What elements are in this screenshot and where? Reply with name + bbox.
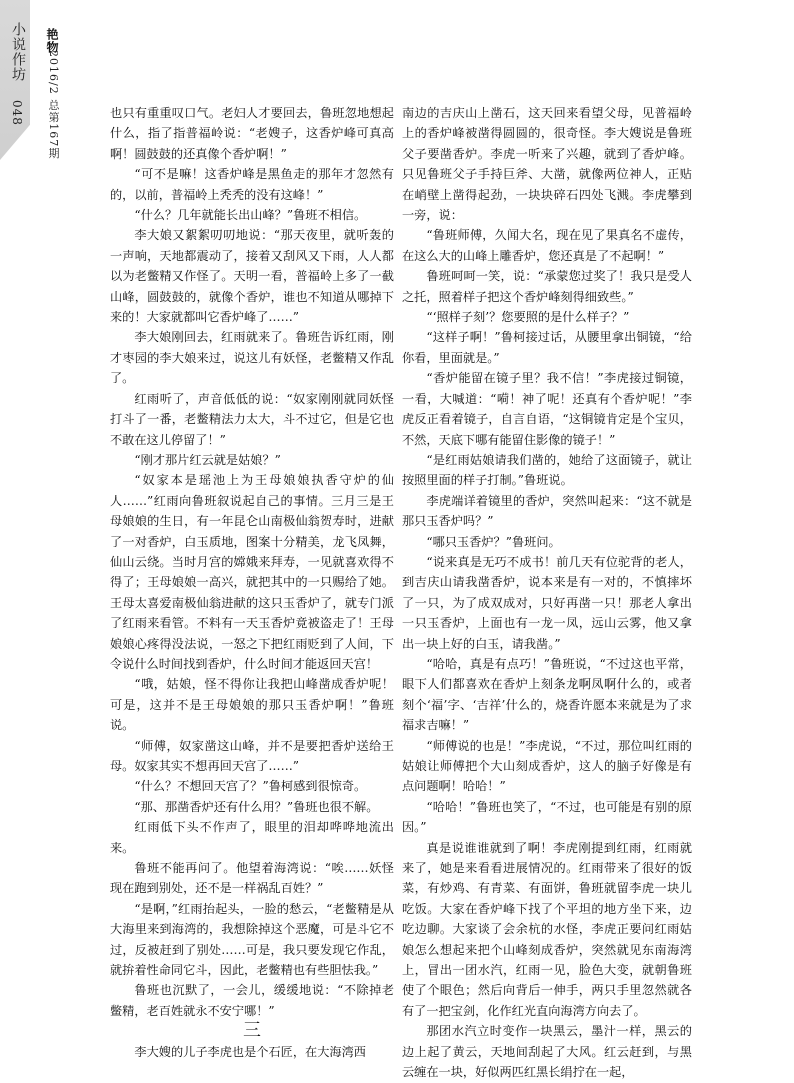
paragraph: “师傅说的也是！”李虎说，“不过，那位叫红雨的姑娘让师傅把个大山刻成香炉，这人的脑子好像是有点问题啊！哈哈！” — [402, 738, 692, 794]
paragraph: “是红雨姑娘请我们凿的，她给了这面镜子，就让按照里面的样子打制。”鲁班说。 — [402, 452, 692, 488]
right-paragraphs — [402, 103, 692, 1083]
paragraph: “‘照样子刻’？您要照的是什么样子？” — [426, 310, 630, 325]
left-paragraphs-after — [110, 1042, 394, 1062]
paragraph: “可不是嘛！这香炉峰是黑鱼走的那年才忽然有的，以前，普福岭上秃秃的没有这峰！” — [110, 167, 394, 202]
paragraph: 南边的吉庆山上凿石，这天回来看望父母，见普福岭上的香炉峰被凿得圆圆的，很奇怪。李大嫂说是鲁班父子要凿香炉。李虎一听来了兴趣，就到了香炉峰。只见鲁班父子手持巨斧、大凿，就像两位神人，正贴在峭壁上凿得起劲，一块块碎石四处飞溅。李虎攀到一旁，说： — [402, 106, 692, 223]
magazine-issue: 2016/2 总第167期 — [47, 50, 60, 160]
paragraph: “香炉能留在镜子里？我不信！”李虎接过铜镜，一看，大喊道：“嗬！神了呢！还真有个香炉呢！”李虎反正看着镜子，自言自语，“这铜镜肯定是个宝贝，不然，天底下哪有能留住影像的镜子！” — [402, 371, 692, 447]
paragraph: 也只有重重叹口气。老妇人才要回去，鲁班忽地想起什么，指了指普福岭说：“老嫂子，这香炉峰可真高啊！圆鼓鼓的还真像个香炉啊！” — [110, 106, 394, 161]
paragraph: 鲁班也沉默了，一会儿，缓缓地说：“不除掉老鳖精，老百姓就永不安宁哪！” — [110, 983, 394, 1018]
paragraph: 那团水汽立时变作一块黑云，墨汁一样，黑云的边上起了黄云，天地间刮起了大风。红云赶到，与黑云缠在一块，好似两匹红黑长绢拧在一起， — [402, 1024, 692, 1080]
paragraph: “哈哈！”鲁班也笑了，“不过，也可能是有别的原因。” — [402, 799, 692, 835]
paragraph: 鲁班不能再问了。他望着海湾说：“唉……妖怪现在跑到别处，还不是一样祸乱百姓？” — [110, 861, 394, 896]
magazine-title: 艳物 — [45, 28, 59, 54]
paragraph: 李虎端详着镜里的香炉，突然叫起来：“这不就是那只玉香炉吗？” — [402, 493, 692, 529]
paragraph: 李大娘又絮絮叨叨地说：“那天夜里，就听轰的一声响，天地都震动了，接着又刮风又下雨，人人都以为老鳖精又作怪了。天明一看，普福岭上多了一截山峰，圆鼓鼓的，就像个香炉，谁也不知道从哪掉下来的！大家就都叫它香炉峰了……” — [110, 228, 394, 325]
paragraph: “奴家本是瑶池上为王母娘娘执香守炉的仙人……”红雨向鲁班叙说起自己的事情。三月三是王母娘娘的生日，有一年昆仑山南极仙翁贺寿时，进献了一对香炉，白玉质地，图案十分精美，龙飞凤舞，仙山云绕。当时月宫的嫦娥来拜寿，一见就喜欢得不得了；王母娘娘一高兴，就把其中的一只赐给了她。王母太喜爱南极仙翁进献的这只玉香炉了，就专门派了红雨来看管。不料有一天玉香炉竟被盗走了！王母娘娘心疼得没法说，一怒之下把红雨贬到了人间，下令说什么时间找到香炉，什么时间才能返回天宫！ — [110, 473, 394, 671]
paragraph: “师傅，奴家凿这山峰，并不是要把香炉送给王母。奴家其实不想再回天宫了……” — [110, 738, 394, 773]
paragraph: 真是说谁谁就到了啊！李虎刚提到红雨，红雨就来了，她是来看看进展情况的。红雨带来了很好的饭菜，有炒鸡、有青菜、有面饼，鲁班就留李虎一块儿吃饭。大家在香炉峰下找了个平坦的地方坐下来，边吃边聊。大家谈了会余杭的水怪，李虎正要问红雨姑娘怎么想起来把个山峰刻成香炉，突然就见东南海湾上，冒出一团水汽，红雨一见，脸色大变，就朝鲁班使了个眼色；然后向背后一伸手，两只手里忽然就各有了一把宝剑，化作红光直向海湾方向去了。 — [402, 840, 692, 1018]
paragraph: 李大嫂的儿子李虎也是个石匠，在大海湾西 — [134, 1044, 366, 1059]
paragraph: “哈哈，真是有点巧！”鲁班说，“不过这也平常，眼下人们都喜欢在香炉上刻条龙啊凤啊什么的，或者刻个‘福’字、‘吉祥’什么的，烧香许愿本来就是为了求福求吉嘛！” — [402, 656, 692, 733]
paragraph: “是啊，”红雨抬起头，一脸的愁云，“老鳖精是从大海里来到海湾的，我想除掉这个恶魔，可是斗它不过，反被赶到了别处……可是，我只要发现它作乱，就拚着性命同它斗，因此，老鳖精也有些胆怯我。” — [110, 901, 394, 978]
paragraph: 红雨低下头不作声了，眼里的泪却哗哗地流出来。 — [110, 820, 394, 855]
paragraph: “哦，姑娘，怪不得你让我把山峰凿成香炉呢！可是，这并不是王母娘娘的那只玉香炉啊！”鲁班说。 — [110, 677, 394, 733]
paragraph: “刚才那片红云就是姑娘？” — [134, 452, 281, 467]
paragraph: “什么？不想回天宫了？”鲁柯感到很惊奇。 — [134, 779, 367, 794]
section-name: 小说作坊 — [10, 22, 26, 82]
paragraph: “这样子啊！”鲁柯接过话，从腰里拿出铜镜，“给你看，里面就是。” — [402, 330, 692, 365]
right-text-column — [402, 103, 692, 1083]
paragraph: “说来真是无巧不成书！前几天有位驼背的老人，到吉庆山请我凿香炉，说本来是有一对的，不慎摔坏了一只，为了成双成对，只好再凿一只！那老人拿出一只玉香炉，上面也有一龙一凤，远山云雾，他又拿出一块上好的白玉，请我凿。” — [402, 554, 692, 651]
section-number: 三 — [243, 1020, 261, 1042]
left-margin-band — [0, 0, 86, 1078]
paragraph: “哪只玉香炉？”鲁班问。 — [426, 534, 561, 549]
left-paragraphs — [110, 103, 394, 1021]
paragraph: 鲁班呵呵一笑，说：“承蒙您过奖了！我只是受人之托，照着样子把这个香炉峰刻得细致些。” — [402, 269, 692, 304]
paragraph: “那、那凿香炉还有什么用？”鲁班也很不解。 — [134, 799, 379, 814]
paragraph: 红雨听了，声音低低的说：“奴家刚刚就同妖怪打斗了一番，老鳖精法力太大，斗不过它，但是它也不敢在这儿停留了！” — [110, 391, 394, 447]
left-text-column — [110, 103, 394, 1062]
page-number: 048 — [10, 100, 24, 126]
paragraph: “什么？几年就能长出山峰？”鲁班不相信。 — [134, 208, 367, 223]
paragraph: “鲁班师傅，久闻大名，现在见了果真名不虚传，在这么大的山峰上雕香炉，您还真是了不起啊！” — [402, 228, 692, 263]
paragraph: 李大娘刚回去，红雨就来了。鲁班告诉红雨，刚才枣园的李大娘来过，说这儿有妖怪，老鳖精又作乱了。 — [110, 330, 394, 386]
